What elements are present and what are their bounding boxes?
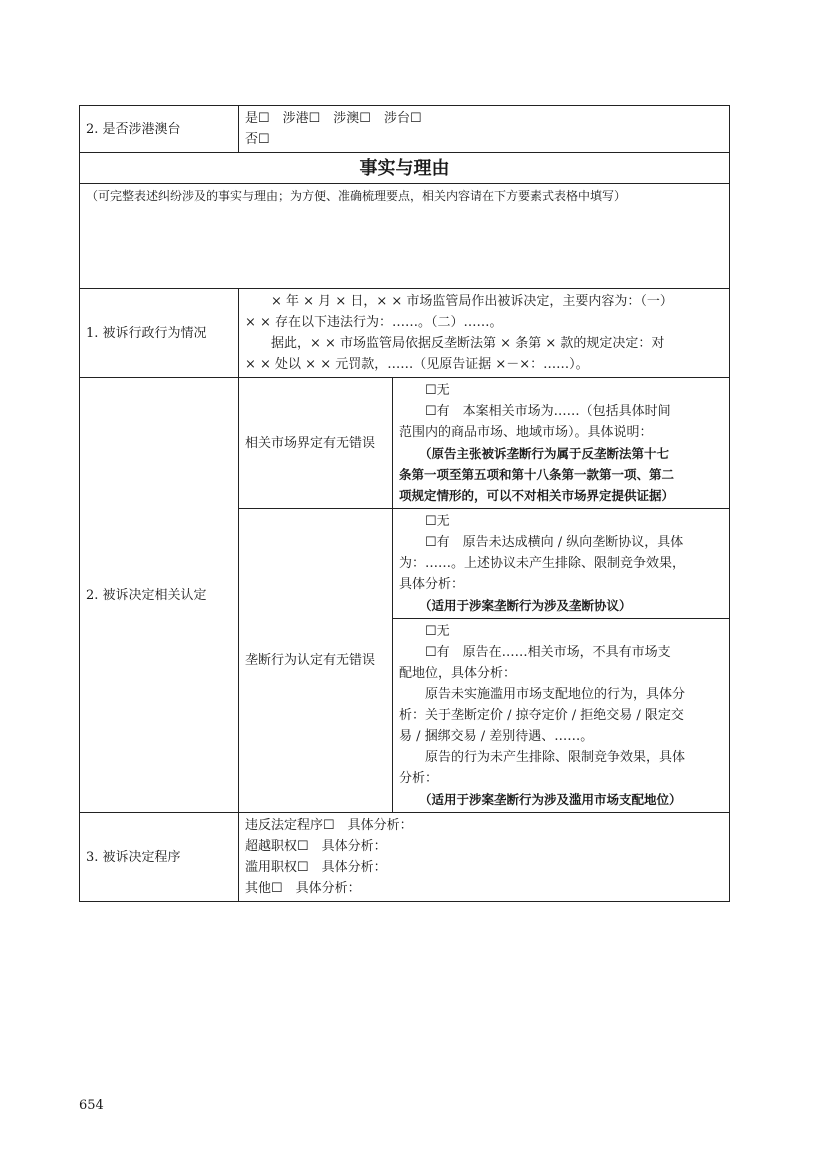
dominance-line: 配地位，具体分析： (399, 666, 517, 681)
admin-act-row (80, 289, 730, 378)
dominance-line: 分析： (399, 771, 439, 786)
admin-act-label: 1. 被诉行政行为情况 (80, 289, 239, 378)
market-definition-row (80, 378, 730, 509)
market-note-line: （原告主张被诉垄断行为属于反垄断法第十七 (419, 446, 670, 461)
page-number: 654 (79, 1098, 104, 1113)
procedure-line: 其他☐ 具体分析： (245, 881, 361, 896)
admin-act-line: 据此，× × 市场监管局依据反垄断法第 × 条第 × 款的规定决定：对 (271, 336, 665, 351)
admin-act-line: × × 存在以下违法行为：……。（二）……。 (245, 315, 503, 330)
admin-act-content (239, 289, 730, 378)
procedure-content (239, 813, 730, 902)
hk-macau-taiwan-row (80, 106, 730, 153)
market-line: ☐无 (425, 383, 450, 398)
agreement-line: ☐有 原告未达成横向 / 纵向垄断协议，具体 (425, 535, 684, 550)
dominance-note-line: （适用于涉案垄断行为涉及滥用市场支配地位） (419, 792, 682, 807)
dominance-line: 易 / 捆绑交易 / 差别待遇、……。 (399, 729, 594, 744)
monopoly-dominance-content (393, 619, 730, 813)
market-line: 范围内的商品市场、地域市场）。具体说明： (399, 425, 653, 440)
procedure-line: 滥用职权☐ 具体分析： (245, 860, 387, 875)
dominance-line: ☐无 (425, 624, 450, 639)
section-title-row (80, 153, 730, 184)
dominance-line: 析：关于垄断定价 / 掠夺定价 / 拒绝交易 / 限定交 (399, 708, 684, 723)
hk-macau-taiwan-options (239, 106, 730, 153)
procedure-line: 违反法定程序☐ 具体分析： (245, 818, 413, 833)
procedure-row (80, 813, 730, 902)
market-line: ☐有 本案相关市场为……（包括具体时间 (425, 404, 671, 419)
agreement-line: 具体分析： (399, 577, 465, 592)
hk-macau-taiwan-label: 2. 是否涉港澳台 (80, 106, 239, 153)
agreement-line: 为：……。上述协议未产生排除、限制竞争效果， (399, 556, 686, 571)
monopoly-conduct-label: 垄断行为认定有无错误 (239, 509, 393, 813)
procedure-line: 超越职权☐ 具体分析： (245, 839, 387, 854)
no-option-line: 否☐ (245, 132, 270, 147)
market-definition-label: 相关市场界定有无错误 (239, 378, 393, 509)
facts-note-row (80, 184, 730, 289)
agreement-line: ☐无 (425, 514, 450, 529)
procedure-label: 3. 被诉决定程序 (80, 813, 239, 902)
facts-note-text: （可完整表述纠纷涉及的事实与理由；为方便、准确梳理要点，相关内容请在下方要素式表格中填写） (80, 184, 730, 289)
yes-options-line: 是☐ 涉港☐ 涉澳☐ 涉台☐ (245, 111, 422, 126)
agreement-note-line: （适用于涉案垄断行为涉及垄断协议） (419, 598, 632, 613)
dominance-line: ☐有 原告在……相关市场，不具有市场支 (425, 645, 671, 660)
dominance-line: 原告的行为未产生排除、限制竞争效果，具体 (425, 750, 686, 765)
market-definition-content (393, 378, 730, 509)
market-note-line: 条第一项至第五项和第十八条第一款第一项、第二 (399, 467, 675, 482)
dominance-line: 原告未实施滥用市场支配地位的行为，具体分 (425, 687, 686, 702)
admin-act-line: × 年 × 月 × 日，× × 市场监管局作出被诉决定，主要内容为：（一） (271, 294, 673, 309)
market-note-line: 项规定情形的，可以不对相关市场界定提供证据） (399, 488, 675, 503)
section-title: 事实与理由 (80, 153, 730, 184)
complaint-form-table (79, 105, 730, 902)
admin-act-line: × × 处以 × × 元罚款，……（见原告证据 ×－×：……）。 (245, 357, 589, 372)
monopoly-agreement-content (393, 509, 730, 619)
decision-findings-label: 2. 被诉决定相关认定 (80, 378, 239, 813)
